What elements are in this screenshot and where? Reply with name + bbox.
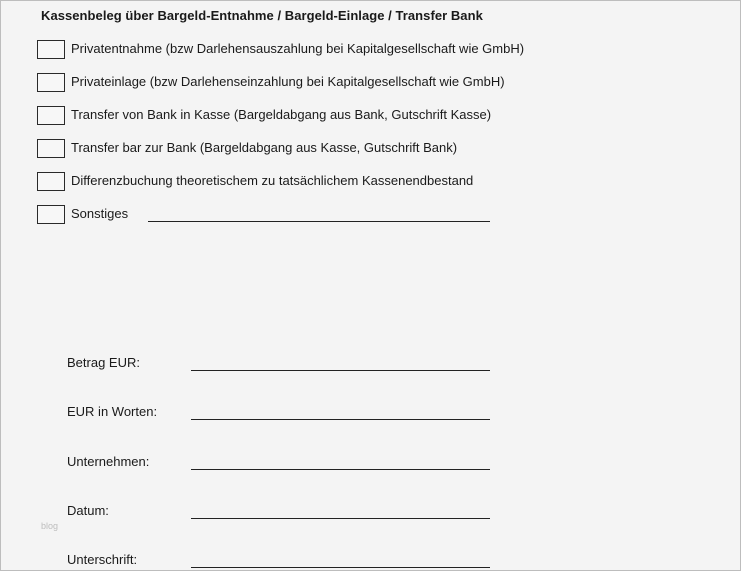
unternehmen-label: Unternehmen: <box>67 454 150 469</box>
checkbox[interactable] <box>37 73 65 92</box>
unternehmen-input-line[interactable] <box>191 469 490 470</box>
eur-in-worten-label: EUR in Worten: <box>67 404 158 419</box>
option-label: Privatentnahme (bzw Darlehensauszahlung bei Kapitalgesellschaft wie GmbH) <box>71 41 525 56</box>
option-label: Differenzbuchung theoretischem zu tatsächlichem Kassenendbestand <box>71 173 474 188</box>
watermark: blog <box>41 521 59 531</box>
option-label: Privateinlage (bzw Darlehenseinzahlung bei Kapitalgesellschaft wie GmbH) <box>71 74 505 89</box>
checkbox[interactable] <box>37 139 65 158</box>
checkbox[interactable] <box>37 205 65 224</box>
checkbox[interactable] <box>37 106 65 125</box>
option-label: Sonstiges <box>71 206 129 221</box>
datum-label: Datum: <box>67 503 109 518</box>
option-label: Transfer bar zur Bank (Bargeldabgang aus Kasse, Gutschrift Bank) <box>71 140 458 155</box>
eur-in-worten-input-line[interactable] <box>191 419 490 420</box>
option-label: Transfer von Bank in Kasse (Bargeldabgang aus Bank, Gutschrift Kasse) <box>71 107 492 122</box>
sonstiges-input-line[interactable] <box>148 221 490 222</box>
unterschrift-label: Unterschrift: <box>67 552 138 567</box>
betrag-input-line[interactable] <box>191 370 490 371</box>
datum-input-line[interactable] <box>191 518 490 519</box>
unterschrift-input-line[interactable] <box>191 567 490 568</box>
document-title: Kassenbeleg über Bargeld-Entnahme / Bargeld-Einlage / Transfer Bank <box>41 8 483 23</box>
checkbox[interactable] <box>37 172 65 191</box>
checkbox[interactable] <box>37 40 65 59</box>
betrag-label: Betrag EUR: <box>67 355 140 370</box>
